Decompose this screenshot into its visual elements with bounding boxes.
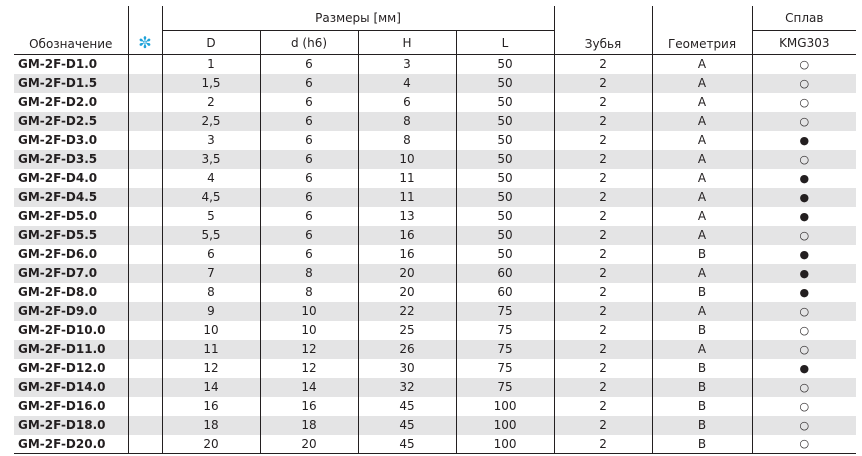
- cell-d: 10: [260, 302, 358, 321]
- star-cell: [128, 359, 162, 378]
- cell-D: 18: [162, 416, 260, 435]
- cell-H: 45: [358, 435, 456, 454]
- cell-z: 2: [554, 131, 652, 150]
- table-row: [14, 302, 856, 321]
- cell-L: 50: [456, 112, 554, 131]
- cell-D: 1,5: [162, 74, 260, 93]
- cell-d: 12: [260, 340, 358, 359]
- designation-cell: GM-2F-D9.0: [14, 302, 128, 321]
- cell-H: 45: [358, 397, 456, 416]
- designation-cell: GM-2F-D1.0: [14, 55, 128, 74]
- cell-H: 26: [358, 340, 456, 359]
- alloy-availability-icon: ●: [752, 169, 856, 188]
- table-row: [14, 131, 856, 150]
- table-row: [14, 359, 856, 378]
- alloy-availability-icon: ●: [752, 359, 856, 378]
- cell-z: 2: [554, 112, 652, 131]
- alloy-availability-icon: ○: [752, 416, 856, 435]
- cell-g: A: [652, 340, 752, 359]
- star-cell: [128, 93, 162, 112]
- cell-z: 2: [554, 245, 652, 264]
- cell-H: 30: [358, 359, 456, 378]
- star-cell: [128, 302, 162, 321]
- table-row: [14, 74, 856, 93]
- cell-H: 3: [358, 55, 456, 74]
- cell-z: 2: [554, 188, 652, 207]
- cell-z: 2: [554, 378, 652, 397]
- cell-d: 6: [260, 112, 358, 131]
- cell-z: 2: [554, 302, 652, 321]
- alloy-availability-icon: ○: [752, 302, 856, 321]
- cell-L: 50: [456, 207, 554, 226]
- star-cell: [128, 226, 162, 245]
- cell-D: 8: [162, 283, 260, 302]
- designation-cell: GM-2F-D8.0: [14, 283, 128, 302]
- cell-z: 2: [554, 321, 652, 340]
- alloy-availability-icon: ○: [752, 55, 856, 74]
- cell-g: A: [652, 264, 752, 283]
- alloy-availability-icon: ○: [752, 150, 856, 169]
- designation-cell: GM-2F-D16.0: [14, 397, 128, 416]
- star-cell: [128, 131, 162, 150]
- cell-g: A: [652, 207, 752, 226]
- cell-z: 2: [554, 55, 652, 74]
- cell-L: 100: [456, 435, 554, 454]
- cell-L: 75: [456, 321, 554, 340]
- designation-cell: GM-2F-D20.0: [14, 435, 128, 454]
- star-cell: [128, 264, 162, 283]
- alloy-availability-icon: ○: [752, 340, 856, 359]
- star-cell: [128, 245, 162, 264]
- alloy-availability-icon: ○: [752, 378, 856, 397]
- cell-H: 11: [358, 188, 456, 207]
- table-row: [14, 397, 856, 416]
- cell-D: 5: [162, 207, 260, 226]
- cell-D: 11: [162, 340, 260, 359]
- table-row: [14, 55, 856, 74]
- cell-g: B: [652, 283, 752, 302]
- cell-L: 50: [456, 188, 554, 207]
- cell-g: B: [652, 321, 752, 340]
- table-row: [14, 283, 856, 302]
- cell-z: 2: [554, 397, 652, 416]
- cell-D: 2: [162, 93, 260, 112]
- star-cell: [128, 112, 162, 131]
- cell-d: 10: [260, 321, 358, 340]
- designation-cell: GM-2F-D6.0: [14, 245, 128, 264]
- cell-d: 8: [260, 283, 358, 302]
- alloy-availability-icon: ●: [752, 245, 856, 264]
- cell-g: A: [652, 302, 752, 321]
- cell-H: 32: [358, 378, 456, 397]
- cell-g: A: [652, 93, 752, 112]
- cell-D: 14: [162, 378, 260, 397]
- designation-cell: GM-2F-D18.0: [14, 416, 128, 435]
- cell-D: 7: [162, 264, 260, 283]
- star-cell: [128, 207, 162, 226]
- cell-D: 9: [162, 302, 260, 321]
- cell-H: 22: [358, 302, 456, 321]
- cell-H: 8: [358, 112, 456, 131]
- alloy-availability-icon: ●: [752, 131, 856, 150]
- table-row: [14, 245, 856, 264]
- cell-d: 6: [260, 93, 358, 112]
- alloy-availability-icon: ●: [752, 207, 856, 226]
- alloy-availability-icon: ○: [752, 112, 856, 131]
- table-row: [14, 435, 856, 454]
- designation-cell: GM-2F-D4.5: [14, 188, 128, 207]
- designation-cell: GM-2F-D3.0: [14, 131, 128, 150]
- star-cell: [128, 378, 162, 397]
- cell-z: 2: [554, 74, 652, 93]
- header-H: H: [358, 31, 456, 55]
- header-dimensions-group: Размеры [мм]: [162, 6, 554, 31]
- cell-D: 1: [162, 55, 260, 74]
- designation-cell: GM-2F-D5.0: [14, 207, 128, 226]
- header-alloy: KMG303: [752, 31, 856, 55]
- cell-z: 2: [554, 169, 652, 188]
- cell-d: 20: [260, 435, 358, 454]
- cell-D: 3: [162, 131, 260, 150]
- cell-D: 20: [162, 435, 260, 454]
- cell-g: B: [652, 397, 752, 416]
- cell-H: 10: [358, 150, 456, 169]
- header-alloy-group: Сплав: [752, 6, 856, 31]
- header-teeth: Зубья: [554, 6, 652, 55]
- cell-z: 2: [554, 207, 652, 226]
- designation-cell: GM-2F-D4.0: [14, 169, 128, 188]
- cell-z: 2: [554, 226, 652, 245]
- star-cell: [128, 150, 162, 169]
- alloy-availability-icon: ○: [752, 226, 856, 245]
- cell-d: 6: [260, 226, 358, 245]
- cell-L: 50: [456, 150, 554, 169]
- header-d: d (h6): [260, 31, 358, 55]
- cell-H: 8: [358, 131, 456, 150]
- star-cell: [128, 321, 162, 340]
- cell-L: 50: [456, 169, 554, 188]
- star-cell: [128, 416, 162, 435]
- cell-g: B: [652, 245, 752, 264]
- cell-L: 75: [456, 302, 554, 321]
- cell-g: B: [652, 359, 752, 378]
- alloy-availability-icon: ○: [752, 74, 856, 93]
- cell-L: 50: [456, 93, 554, 112]
- star-cell: [128, 340, 162, 359]
- table-row: [14, 112, 856, 131]
- cell-H: 45: [358, 416, 456, 435]
- cell-z: 2: [554, 435, 652, 454]
- cell-L: 50: [456, 131, 554, 150]
- cell-d: 6: [260, 169, 358, 188]
- cell-D: 12: [162, 359, 260, 378]
- cell-g: A: [652, 169, 752, 188]
- table-row: [14, 264, 856, 283]
- designation-cell: GM-2F-D10.0: [14, 321, 128, 340]
- cell-z: 2: [554, 283, 652, 302]
- cell-d: 6: [260, 207, 358, 226]
- cell-g: A: [652, 112, 752, 131]
- alloy-availability-icon: ●: [752, 264, 856, 283]
- cell-d: 12: [260, 359, 358, 378]
- cell-H: 20: [358, 264, 456, 283]
- cell-d: 6: [260, 55, 358, 74]
- cell-H: 16: [358, 245, 456, 264]
- table-row: [14, 226, 856, 245]
- designation-cell: GM-2F-D5.5: [14, 226, 128, 245]
- table-body: [14, 55, 856, 454]
- cell-L: 75: [456, 340, 554, 359]
- alloy-availability-icon: ○: [752, 321, 856, 340]
- designation-cell: GM-2F-D2.0: [14, 93, 128, 112]
- header-designation: Обозначение: [14, 6, 128, 55]
- cell-D: 5,5: [162, 226, 260, 245]
- cell-z: 2: [554, 150, 652, 169]
- star-cell: [128, 397, 162, 416]
- star-cell: [128, 188, 162, 207]
- cell-g: A: [652, 226, 752, 245]
- star-cell: [128, 169, 162, 188]
- star-cell: [128, 283, 162, 302]
- cell-D: 4: [162, 169, 260, 188]
- star-cell: [128, 435, 162, 454]
- cell-d: 14: [260, 378, 358, 397]
- cell-d: 18: [260, 416, 358, 435]
- cell-D: 10: [162, 321, 260, 340]
- alloy-availability-icon: ○: [752, 93, 856, 112]
- cell-L: 50: [456, 74, 554, 93]
- cell-L: 50: [456, 55, 554, 74]
- star-cell: [128, 55, 162, 74]
- designation-cell: GM-2F-D11.0: [14, 340, 128, 359]
- product-table: [14, 6, 856, 454]
- designation-cell: GM-2F-D12.0: [14, 359, 128, 378]
- star-icon: ✼: [128, 6, 162, 55]
- cell-g: A: [652, 188, 752, 207]
- cell-L: 100: [456, 416, 554, 435]
- header-L: L: [456, 31, 554, 55]
- cell-d: 8: [260, 264, 358, 283]
- alloy-availability-icon: ○: [752, 435, 856, 454]
- cell-g: A: [652, 74, 752, 93]
- cell-L: 75: [456, 359, 554, 378]
- table-row: [14, 416, 856, 435]
- designation-cell: GM-2F-D7.0: [14, 264, 128, 283]
- cell-g: A: [652, 55, 752, 74]
- cell-g: B: [652, 416, 752, 435]
- table-row: [14, 188, 856, 207]
- cell-d: 6: [260, 74, 358, 93]
- table-row: [14, 207, 856, 226]
- cell-d: 6: [260, 131, 358, 150]
- cell-g: A: [652, 131, 752, 150]
- cell-D: 6: [162, 245, 260, 264]
- cell-H: 25: [358, 321, 456, 340]
- cell-H: 11: [358, 169, 456, 188]
- table-row: [14, 340, 856, 359]
- cell-D: 3,5: [162, 150, 260, 169]
- table-row: [14, 169, 856, 188]
- cell-L: 75: [456, 378, 554, 397]
- table-row: [14, 378, 856, 397]
- designation-cell: GM-2F-D2.5: [14, 112, 128, 131]
- cell-H: 16: [358, 226, 456, 245]
- cell-H: 13: [358, 207, 456, 226]
- cell-H: 6: [358, 93, 456, 112]
- cell-L: 100: [456, 397, 554, 416]
- header-geometry: Геометрия: [652, 6, 752, 55]
- designation-cell: GM-2F-D14.0: [14, 378, 128, 397]
- cell-d: 6: [260, 150, 358, 169]
- table-row: [14, 93, 856, 112]
- cell-D: 16: [162, 397, 260, 416]
- cell-D: 2,5: [162, 112, 260, 131]
- alloy-availability-icon: ●: [752, 188, 856, 207]
- header-D: D: [162, 31, 260, 55]
- cell-L: 50: [456, 245, 554, 264]
- cell-H: 20: [358, 283, 456, 302]
- cell-d: 6: [260, 188, 358, 207]
- cell-D: 4,5: [162, 188, 260, 207]
- cell-z: 2: [554, 359, 652, 378]
- cell-g: B: [652, 378, 752, 397]
- alloy-availability-icon: ○: [752, 397, 856, 416]
- cell-L: 60: [456, 264, 554, 283]
- alloy-availability-icon: ●: [752, 283, 856, 302]
- cell-L: 60: [456, 283, 554, 302]
- table-row: [14, 321, 856, 340]
- cell-d: 16: [260, 397, 358, 416]
- cell-L: 50: [456, 226, 554, 245]
- cell-z: 2: [554, 264, 652, 283]
- cell-z: 2: [554, 93, 652, 112]
- cell-g: B: [652, 435, 752, 454]
- cell-g: A: [652, 150, 752, 169]
- cell-H: 4: [358, 74, 456, 93]
- designation-cell: GM-2F-D3.5: [14, 150, 128, 169]
- table-row: [14, 150, 856, 169]
- cell-z: 2: [554, 416, 652, 435]
- star-cell: [128, 74, 162, 93]
- cell-z: 2: [554, 340, 652, 359]
- cell-d: 6: [260, 245, 358, 264]
- designation-cell: GM-2F-D1.5: [14, 74, 128, 93]
